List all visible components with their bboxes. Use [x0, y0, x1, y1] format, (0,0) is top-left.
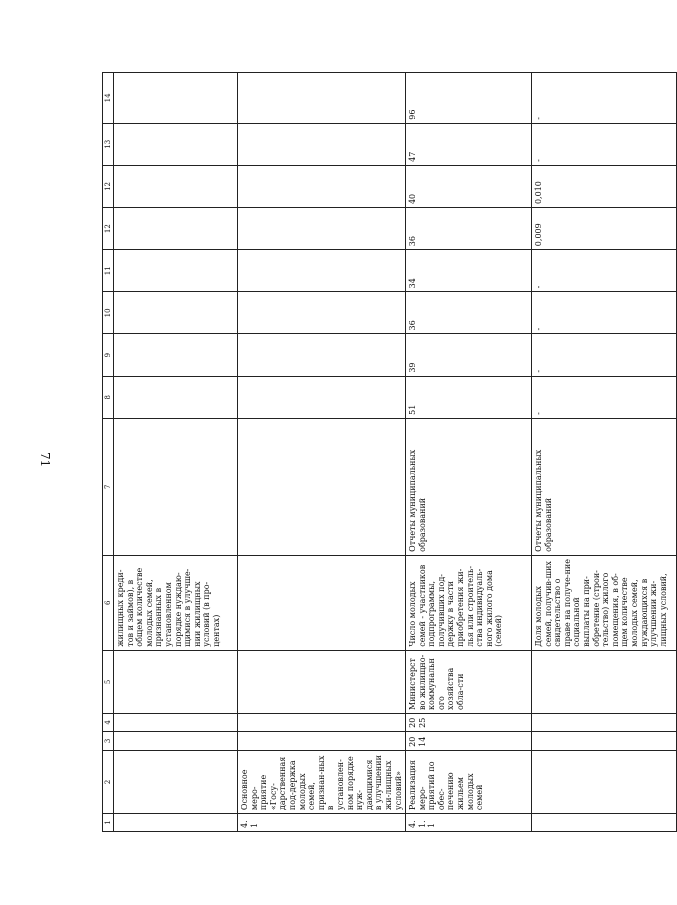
table-cell: -: [532, 292, 677, 334]
table-cell: [532, 713, 677, 731]
table-cell: [114, 334, 238, 376]
table-cell: -: [532, 250, 677, 292]
column-number: 9: [103, 334, 114, 376]
column-number: 12: [103, 208, 114, 250]
table-cell: [532, 814, 677, 832]
table-cell: [114, 292, 238, 334]
table-cell: 2014: [406, 731, 532, 750]
table-cell: 51: [406, 376, 532, 418]
column-number: 12: [103, 165, 114, 207]
table-cell: [238, 555, 406, 650]
table-row: [238, 73, 406, 832]
table-cell: [114, 208, 238, 250]
table-cell: Реализация меро-приятий по обес-печению жильем молодых семей: [406, 750, 532, 813]
column-number: 5: [103, 650, 114, 713]
table-cell: [238, 165, 406, 207]
table-cell: Министерство жилищно-коммунального хозяйства обла-сти: [406, 650, 532, 713]
table-cell: 39: [406, 334, 532, 376]
page-number: 71: [38, 452, 52, 468]
table-cell: [238, 250, 406, 292]
table-cell: 36: [406, 208, 532, 250]
table-cell: [238, 123, 406, 165]
table-cell: [114, 165, 238, 207]
column-number: 1: [103, 814, 114, 832]
table-cell: [238, 731, 406, 750]
column-number: 7: [103, 418, 114, 555]
table-cell: [532, 650, 677, 713]
table-cell: Отчеты муниципальных образований: [532, 418, 677, 555]
table-cell: [114, 376, 238, 418]
indicators-table: [102, 72, 677, 832]
table-cell: Число молодых семей - участников подпрограммы, получивших под-держку в части приобретения жи-лья или строитель-ства индивидуаль-ного жилого дома (семей): [406, 555, 532, 650]
table-cell: жилищных креди-тов и займов), в общем количестве молодых семей, признанных в установленном порядке нуждаю-щимися в улучше-нии жилищных условий (в про-центах): [114, 555, 238, 650]
column-number: 10: [103, 292, 114, 334]
table-cell: [238, 334, 406, 376]
column-number: 14: [103, 73, 114, 124]
table-cell: [532, 750, 677, 813]
table-cell: 96: [406, 73, 532, 124]
table-cell: [238, 418, 406, 555]
table-cell: [114, 73, 238, 124]
column-number: 8: [103, 376, 114, 418]
table-cell: [238, 208, 406, 250]
table-cell: [238, 73, 406, 124]
column-number: 11: [103, 250, 114, 292]
rotated-table-stage: [102, 72, 668, 832]
table-cell: Доля молодых семей, получив-ших свидетельство о праве на получе-ние социальной выплаты на при-обретение (строи-тельство) жилого помещения, в об-щем количестве молодых семей, нуждающихся в улучшении жи-лищных условий,: [532, 555, 677, 650]
table-cell: [114, 123, 238, 165]
table-cell: 40: [406, 165, 532, 207]
table-cell: [532, 731, 677, 750]
table-cell: [238, 650, 406, 713]
table-cell: 36: [406, 292, 532, 334]
table-cell: [114, 814, 238, 832]
table-cell: [114, 650, 238, 713]
table-cell: -: [532, 73, 677, 124]
table-cell: -: [532, 376, 677, 418]
table-cell: -: [532, 123, 677, 165]
table-cell: 0,010: [532, 165, 677, 207]
table-cell: [114, 713, 238, 731]
column-number: 13: [103, 123, 114, 165]
table-cell: 4.1.1: [406, 814, 532, 832]
table-row: [532, 73, 677, 832]
table-cell: 47: [406, 123, 532, 165]
table-cell: Основное меро-приятие «Госу-дарственная под-держка молодых семей, признан-ных в установлен-ном порядке нуж-дающимися в улучшении жи-лищных условий»: [238, 750, 406, 813]
table-cell: [238, 292, 406, 334]
column-number-row: [103, 73, 114, 832]
column-number: 4: [103, 713, 114, 731]
table-cell: [114, 418, 238, 555]
table-cell: Отчеты муниципальных образований: [406, 418, 532, 555]
table-cell: 0,009: [532, 208, 677, 250]
table-cell: [114, 731, 238, 750]
column-number: 3: [103, 731, 114, 750]
table-row: [114, 73, 238, 832]
table-cell: [114, 250, 238, 292]
table-cell: [238, 713, 406, 731]
column-number: 2: [103, 750, 114, 813]
table-cell: [238, 376, 406, 418]
table-row: [406, 73, 532, 832]
table-cell: [114, 750, 238, 813]
table-cell: 2025: [406, 713, 532, 731]
table-cell: 34: [406, 250, 532, 292]
column-number: 6: [103, 555, 114, 650]
table-cell: 4.1: [238, 814, 406, 832]
table-cell: -: [532, 334, 677, 376]
